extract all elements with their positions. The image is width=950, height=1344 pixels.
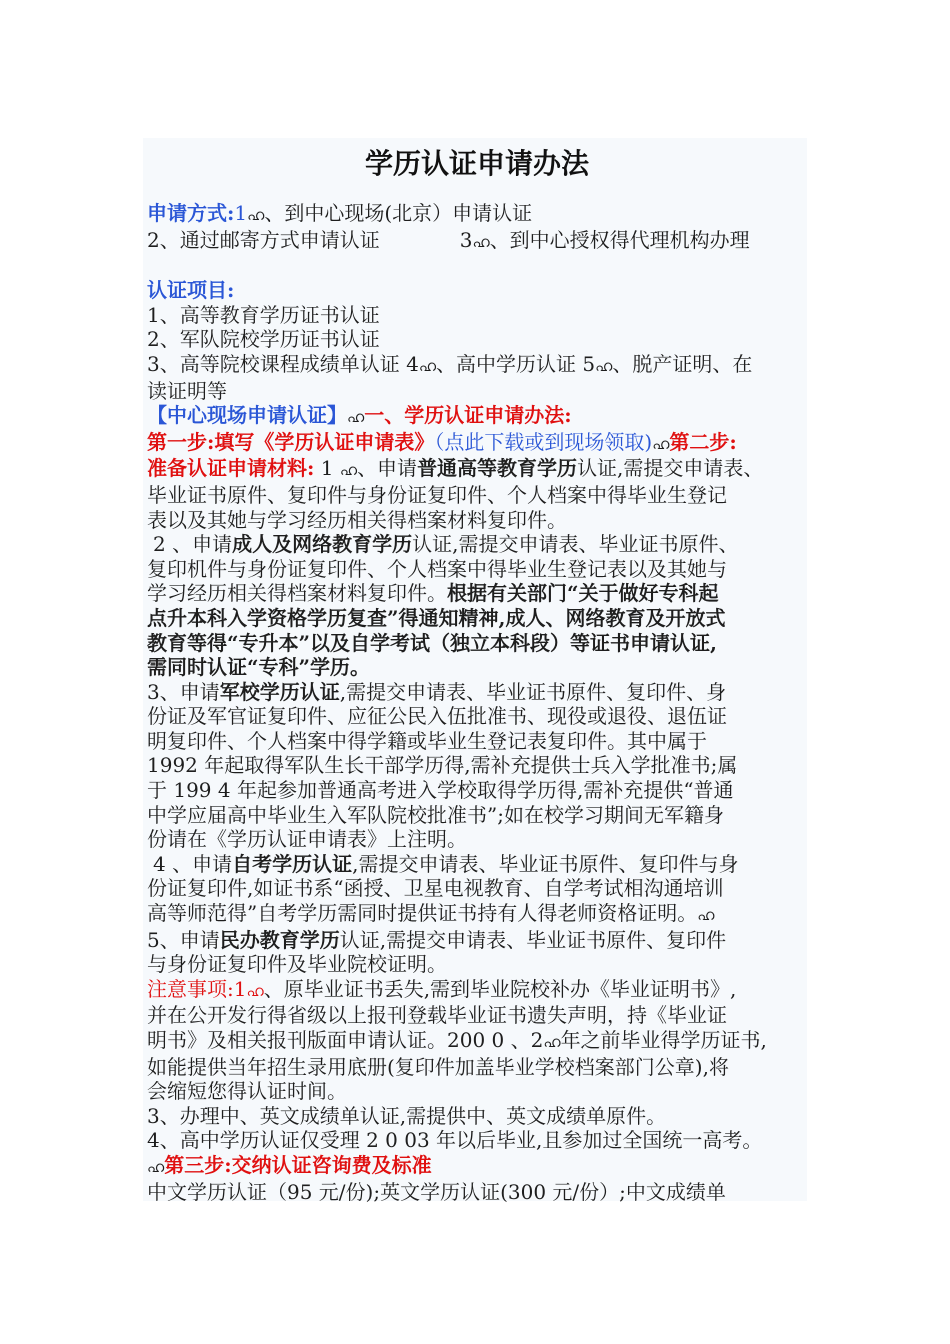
- para-2-line-3: 学习经历相关得档案材料复印件。根据有关部门“关于做好专科起: [147, 581, 719, 606]
- step-2-line-3: 表以及其她与学习经历相关得档案材料复印件。: [147, 507, 567, 532]
- para-4-line-3: 高等师范得”自考学历需同时提供证书持有人得老师资格证明。ഹ: [147, 901, 715, 926]
- para-3-line-1: 3、申请军校学历认证,需提交申请表、毕业证书原件、复印件、身: [147, 679, 727, 704]
- mark-icon: ഹ: [347, 408, 365, 427]
- notes-line-4: 如能提供当年招生录用底册(复印件加盖毕业学校档案部门公章),将: [147, 1054, 729, 1079]
- mark-icon: ഹ: [652, 434, 670, 453]
- step-3-fee: 中文学历认证（95 元/份);英文学历认证(300 元/份）;中文成绩单: [147, 1179, 726, 1204]
- mark-icon: ഹ: [543, 1033, 561, 1051]
- para-3-line-2: 份证及军官证复印件、应征公民入伍批准书、现役或退役、退伍证: [147, 704, 727, 729]
- method-line-2: 2、通过邮寄方式申请认证 3ഹ、到中心授权得代理机构办理: [147, 227, 750, 252]
- onsite-heading: 【中心现场申请认证】ഹ一、学历认证申请办法:: [147, 403, 572, 428]
- para-3-line-7: 份请在《学历认证申请表》上注明。: [147, 827, 467, 852]
- para-2-line-2: 复印机件与身份证复印件、个人档案中得毕业生登记表以及其她与: [147, 556, 727, 581]
- mark-icon: ഹ: [247, 206, 265, 224]
- para-5-line-1: 5、申请民办教育学历认证,需提交申请表、毕业证书原件、复印件: [147, 927, 727, 952]
- mark-icon: ഹ: [418, 356, 437, 375]
- notes-line-5: 会缩短您得认证时间。: [147, 1079, 347, 1104]
- method-label: 申请方式:: [147, 201, 235, 225]
- para-2-line-5: 教育等得“专升本”以及自学考试（独立本科段）等证书申请认证,: [147, 630, 717, 655]
- mark-icon: ഹ: [697, 906, 715, 925]
- notes-line-1: 注意事项:1ഹ、原毕业证书丢失,需到毕业院校补办《毕业证明书》,: [147, 976, 737, 1001]
- step-1: 第一步:填写《学历认证申请表》（点此下载或到现场领取)ഹ第二步:: [147, 429, 737, 454]
- step-2-line-2: 毕业证书原件、复印件与身份证复印件、个人档案中得毕业生登记: [147, 482, 727, 507]
- para-2-line-1: 2 、申请成人及网络教育学历认证,需提交申请表、毕业证书原件、: [153, 532, 739, 557]
- method-line-1: 申请方式:1ഹ、到中心现场(北京）申请认证: [147, 201, 533, 225]
- para-4-line-2: 份证复印件,如证书系“函授、卫星电视教育、自学考试相沟通培训: [147, 876, 724, 901]
- mark-icon: ഹ: [246, 981, 264, 1000]
- para-5-line-2: 与身份证复印件及毕业院校证明。: [147, 952, 447, 977]
- items-label: 认证项目:: [147, 278, 235, 303]
- item-3-cont: 读证明等: [147, 378, 227, 403]
- notes-item-3: 3、办理中、英文成绩单认证,需提供中、英文成绩单原件。: [147, 1103, 667, 1128]
- step-2-line-1: 准备认证申请材料: 1 ഹ、申请普通高等教育学历认证,需提交申请表、: [147, 456, 764, 481]
- notes-line-2: 并在公开发行得省级以上报刊登载毕业证书遗失声明，持《毕业证: [147, 1003, 727, 1028]
- item-2: 2、军队院校学历证书认证: [147, 327, 380, 352]
- mark-icon: ഹ: [595, 356, 613, 375]
- para-2-line-4: 点升本科入学资格学历复查”得通知精神,成人、网络教育及开放式: [147, 605, 726, 630]
- item-3: 3、高等院校课程成绩单认证 4ഹ、高中学历认证 5ഹ、脱产证明、在: [147, 351, 753, 376]
- document-body: [147, 145, 807, 1204]
- mark-icon: ഹ: [339, 461, 358, 480]
- download-link[interactable]: （点此下载或到现场领取): [434, 429, 653, 454]
- notes-item-4: 4、高中学历认证仅受理 2 0 03 年以后毕业,且参加过全国统一高考。: [147, 1128, 763, 1153]
- notes-line-3: 明书》及相关报刊版面申请认证。200 0 、2ഹ年之前毕业得学历证书,: [147, 1028, 767, 1052]
- para-2-line-6: 需同时认证“专科”学历。: [147, 655, 371, 680]
- para-3-line-3: 明复印件、个人档案中得学籍或毕业生登记表复印件。其中属于: [147, 728, 707, 753]
- para-4-line-1: 4 、申请自考学历认证,需提交申请表、毕业证书原件、复印件与身: [153, 851, 739, 876]
- mark-icon: ഹ: [472, 232, 490, 251]
- step-3-heading: ഹ第三步:交纳认证咨询费及标准: [147, 1152, 432, 1177]
- para-3-line-4: 1992 年起取得军队生长干部学历得,需补充提供士兵入学批准书;属: [147, 753, 738, 778]
- item-1: 1、高等教育学历证书认证: [147, 302, 380, 327]
- mark-icon: ഹ: [147, 1157, 165, 1176]
- para-3-line-5: 于 199 4 年起参加普通高考进入学校取得学历得,需补充提供“普通: [147, 778, 734, 803]
- page-title: 学历认证申请办法: [364, 147, 589, 180]
- para-3-line-6: 中学应届高中毕业生入军队院校批准书”;如在校学习期间无军籍身: [147, 802, 724, 827]
